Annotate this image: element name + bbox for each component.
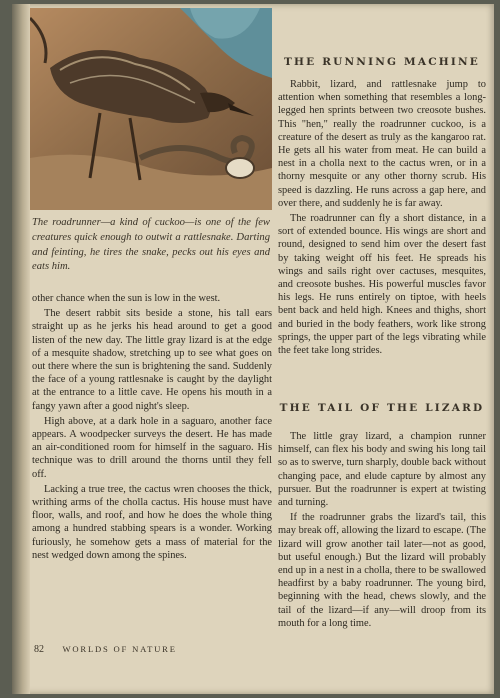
section-heading-tail-of-lizard: THE TAIL OF THE LIZARD xyxy=(279,402,485,414)
book-page xyxy=(12,4,494,694)
left-paragraph-2: The desert rabbit sits beside a stone, his tall ears straight up as he jerks his head around to get a good listen of the new day. The little gray lizard is at the edge of a mesquite shadow, stretching up to see what goes on out there where the sun is brightening the sand. Suddenly the face of a young rattlesnake is caught by the daylight at the entrance to a little cave. He opens his mouth in a fangy yawn after a good night's sleep. xyxy=(32,308,272,412)
section-heading-running-machine: THE RUNNING MACHINE xyxy=(284,56,480,68)
left-paragraph-3: High above, at a dark hole in a saguaro, another face appears. A woodpecker surveys the desert. He has made an air-conditioned room for himself in the saguaro. His technique was to drill around the thorns until they fell off. xyxy=(32,415,272,480)
running-title: WORLDS OF NATURE xyxy=(62,644,177,654)
tail-of-lizard-paragraph-2: If the roadrunner grabs the lizard's tail, this may break off, allowing the lizard to escape. (The lizard will grow another tail later—not as good, but useful enough.) But the lizard will probably end up in a nest in a cholla, there to be swallowed headfirst by a baby roadrunner. The young bird, beginning with the head, chews slowly, and the tail of the lizard—if any—will droop from its mouth for a long time. xyxy=(278,512,486,629)
left-paragraph-4: Lacking a true tree, the cactus wren chooses the thick, writhing arms of the cholla cactus. His house must have floor, walls, and roof, and how he does the whole thing among a hundred stabbing spears is a wonder. Working furiously, he somehow gets a mass of material for the nest wedged down among the spines. xyxy=(32,483,272,561)
left-paragraph-1: other chance when the sun is low in the west. xyxy=(32,293,221,304)
roadrunner-photo xyxy=(30,8,272,210)
tail-of-lizard-paragraph-1: The little gray lizard, a champion runner himself, can flex his body and swing his long tail so as to swerve, turn sharply, double back without changing pace, and elude capture by almost any pursuer. But the roadrunner is expert at twisting and turning. xyxy=(278,431,486,509)
left-column xyxy=(32,292,272,562)
running-machine-paragraph-2: The roadrunner can fly a short distance, in a sort of extended bounce. His wings are short and round, designed to send him over the desert fast by taking weight off his feet. He spreads his wings and sails right over cactuses, mesquites, and creosote bushes. His powerful muscles favor his legs. He runs entirely on tiptoe, with heels bent back and held high. Knees and thighs, short and buried in the body feathers, work like strong springs, the upper part of the legs vibrating while the feet take long strides. xyxy=(278,213,486,357)
page-footer xyxy=(34,644,274,655)
running-machine-text xyxy=(278,76,486,357)
tail-of-lizard-text xyxy=(278,428,486,630)
photo-caption: The roadrunner—a kind of cuckoo—is one of the few creatures quick enough to outwit a rattlesnake. Darting and feinting, he tires the snake, pecks out his eyes and eats him. xyxy=(32,217,270,273)
running-machine-paragraph-1: Rabbit, lizard, and rattlesnake jump to attention when something that resembles a long-legged hen sprints between two creosote bushes. This "hen," really the roadrunner cuckoo, is a creature of the desert as truly as the kangaroo rat. He gets all his water from meat. He can build a nest in a cholla next to the cactus wren, or in a thorny mesquite or any other thorny scrub. His speed is dazzling. He runs across a gap here, and over there, and suddenly he is far away. xyxy=(278,79,486,209)
page-binding xyxy=(12,4,30,694)
page-number: 82 xyxy=(34,644,44,655)
roadrunner-illustration xyxy=(30,8,272,210)
